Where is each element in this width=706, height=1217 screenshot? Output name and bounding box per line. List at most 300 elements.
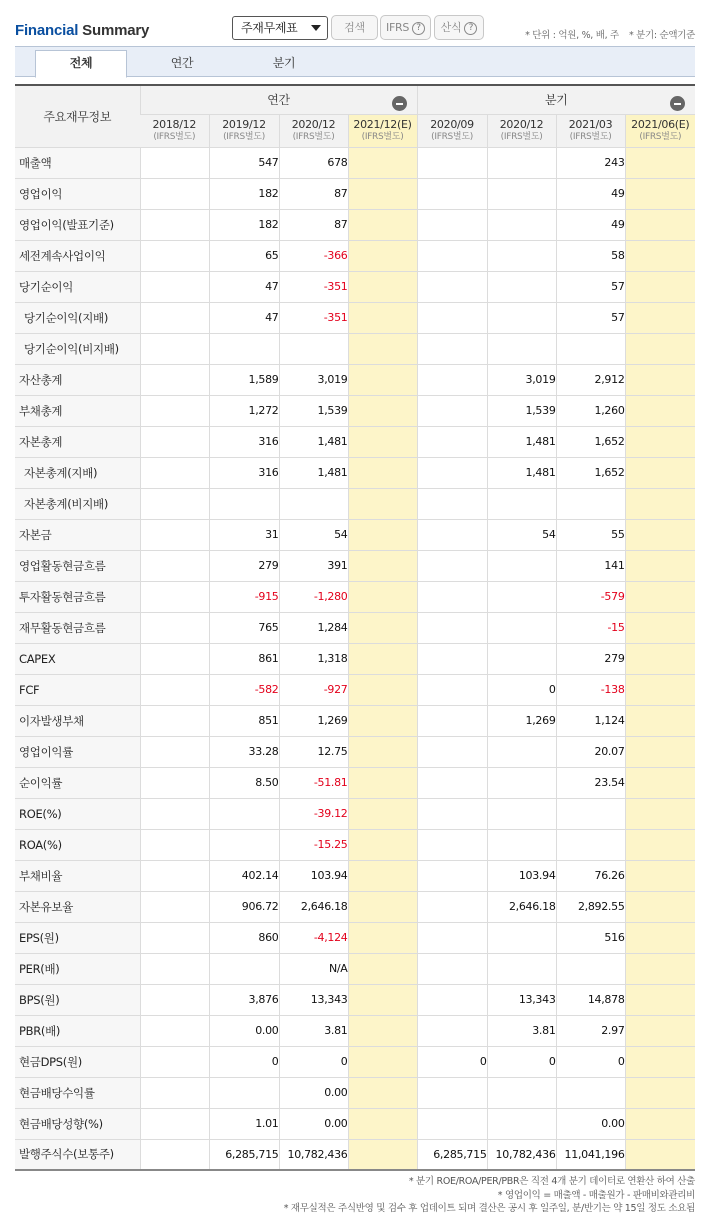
table-cell: 57	[556, 302, 625, 333]
table-cell	[625, 426, 695, 457]
table-cell	[625, 395, 695, 426]
period-basis: (IFRS별도)	[639, 131, 682, 142]
row-label: 자본총계(비지배)	[15, 488, 140, 519]
table-row	[15, 1015, 695, 1046]
table-cell	[625, 829, 695, 860]
table-cell: 20.07	[556, 736, 625, 767]
table-cell: 1,481	[487, 426, 556, 457]
footnote: * 분기 ROE/ROA/PER/PBR은 직전 4개 분기 데이터로 연환산 하여 산출	[408, 1176, 695, 1187]
table-cell	[140, 767, 209, 798]
table-cell	[348, 271, 417, 302]
table-cell: -582	[209, 674, 279, 705]
table-cell: 11,041,196	[556, 1139, 625, 1170]
period-header	[487, 114, 556, 147]
footnote: * 영업이익 = 매출액 - 매출원가 - 판매비와관리비	[497, 1189, 695, 1201]
table-cell: 0	[417, 1046, 487, 1077]
table-cell	[140, 984, 209, 1015]
table-cell: 2,912	[556, 364, 625, 395]
table-cell	[209, 798, 279, 829]
label-column-header: 주요재무정보	[15, 85, 140, 147]
table-cell	[556, 829, 625, 860]
table-row	[15, 1046, 695, 1077]
table-cell	[348, 643, 417, 674]
table-cell: 3.81	[487, 1015, 556, 1046]
table-row	[15, 705, 695, 736]
table-row	[15, 488, 695, 519]
table-cell: 0.00	[209, 1015, 279, 1046]
table-cell: -915	[209, 581, 279, 612]
table-cell: -927	[279, 674, 348, 705]
table-row	[15, 271, 695, 302]
table-cell	[140, 426, 209, 457]
table-cell	[140, 829, 209, 860]
table-cell	[417, 271, 487, 302]
table-cell: 1,284	[279, 612, 348, 643]
table-cell: 3,019	[279, 364, 348, 395]
table-cell	[209, 953, 279, 984]
table-cell	[625, 147, 695, 178]
row-label: BPS(원)	[15, 984, 140, 1015]
table-cell: 765	[209, 612, 279, 643]
period-header	[556, 114, 625, 147]
table-cell	[140, 612, 209, 643]
table-cell: 860	[209, 922, 279, 953]
row-label: 영업이익	[15, 178, 140, 209]
table-cell: -351	[279, 302, 348, 333]
table-cell	[348, 519, 417, 550]
collapse-icon[interactable]	[670, 96, 685, 111]
table-cell: -39.12	[279, 798, 348, 829]
table-cell: 33.28	[209, 736, 279, 767]
table-cell	[140, 1077, 209, 1108]
period-header	[209, 114, 279, 147]
table-cell: 547	[209, 147, 279, 178]
table-cell: 1,539	[487, 395, 556, 426]
period-label: 2018/12	[152, 117, 197, 131]
table-cell	[348, 798, 417, 829]
table-cell: 57	[556, 271, 625, 302]
table-cell	[417, 829, 487, 860]
collapse-icon[interactable]	[392, 96, 407, 111]
table-cell: 47	[209, 271, 279, 302]
table-cell	[417, 333, 487, 364]
table-cell: 1,652	[556, 426, 625, 457]
table-cell	[625, 550, 695, 581]
table-cell: 47	[209, 302, 279, 333]
table-row	[15, 922, 695, 953]
table-cell	[417, 1077, 487, 1108]
page-title: Financial Summary	[15, 22, 150, 39]
table-cell	[140, 674, 209, 705]
table-cell	[556, 953, 625, 984]
table-cell	[556, 798, 625, 829]
table-cell: 0	[279, 1046, 348, 1077]
row-label: 당기순이익	[15, 271, 140, 302]
table-cell	[487, 922, 556, 953]
period-header	[625, 114, 695, 147]
table-row	[15, 643, 695, 674]
row-label: EPS(원)	[15, 922, 140, 953]
table-cell	[625, 364, 695, 395]
table-cell: 31	[209, 519, 279, 550]
table-cell	[417, 1015, 487, 1046]
table-cell	[556, 488, 625, 519]
table-cell: 279	[209, 550, 279, 581]
table-cell: 13,343	[279, 984, 348, 1015]
tab-quarter[interactable]: 분기	[272, 56, 296, 70]
table-cell	[140, 860, 209, 891]
table-cell	[140, 1139, 209, 1170]
table-cell	[487, 178, 556, 209]
footnotes	[284, 1175, 695, 1216]
table-cell: 3.81	[279, 1015, 348, 1046]
table-cell	[140, 891, 209, 922]
table-cell	[348, 302, 417, 333]
row-label: ROA(%)	[15, 829, 140, 860]
table-cell: 8.50	[209, 767, 279, 798]
row-label: 자산총계	[15, 364, 140, 395]
table-cell: 2,646.18	[487, 891, 556, 922]
table-cell	[625, 581, 695, 612]
table-row	[15, 426, 695, 457]
table-cell	[487, 829, 556, 860]
row-label: 자본총계(지배)	[15, 457, 140, 488]
table-cell	[625, 798, 695, 829]
search-button[interactable]: 검색	[331, 15, 378, 40]
table-cell	[625, 1077, 695, 1108]
period-basis: (IFRS별도)	[569, 131, 612, 142]
table-cell	[625, 984, 695, 1015]
table-row	[15, 798, 695, 829]
table-row	[15, 674, 695, 705]
row-label: 부채총계	[15, 395, 140, 426]
period-header	[417, 114, 487, 147]
table-row	[15, 240, 695, 271]
question-icon: ?	[412, 22, 425, 35]
row-label: 영업이익률	[15, 736, 140, 767]
table-row	[15, 519, 695, 550]
period-basis: (IFRS별도)	[431, 131, 473, 142]
table-cell	[140, 302, 209, 333]
table-cell: 1,124	[556, 705, 625, 736]
table-row	[15, 550, 695, 581]
table-row	[15, 302, 695, 333]
row-label: 자본유보율	[15, 891, 140, 922]
table-cell: 3,019	[487, 364, 556, 395]
table-cell	[487, 147, 556, 178]
table-cell: 103.94	[279, 860, 348, 891]
table-cell: 87	[279, 178, 348, 209]
period-tabs	[15, 46, 695, 77]
unit-note: * 단위 : 억원, %, 배, 주 * 분기: 순액기준	[525, 30, 695, 41]
statement-type-select[interactable]: 주재무제표	[232, 16, 328, 40]
table-cell	[625, 1015, 695, 1046]
row-label: 당기순이익(지배)	[15, 302, 140, 333]
table-cell: 10,782,436	[487, 1139, 556, 1170]
table-cell: 316	[209, 457, 279, 488]
table-cell	[140, 147, 209, 178]
table-cell	[348, 829, 417, 860]
table-row	[15, 581, 695, 612]
table-cell	[417, 736, 487, 767]
table-cell	[417, 209, 487, 240]
table-cell	[348, 147, 417, 178]
table-cell	[348, 1015, 417, 1046]
table-cell	[348, 767, 417, 798]
table-cell: 243	[556, 147, 625, 178]
table-cell: 12.75	[279, 736, 348, 767]
table-row	[15, 333, 695, 364]
table-cell: 851	[209, 705, 279, 736]
period-label: 2019/12	[222, 117, 266, 131]
table-cell	[625, 953, 695, 984]
table-cell	[140, 953, 209, 984]
table-cell	[487, 736, 556, 767]
period-basis: (IFRS별도)	[153, 131, 196, 142]
table-cell: 1,481	[279, 426, 348, 457]
table-cell	[487, 767, 556, 798]
table-cell	[487, 209, 556, 240]
table-cell	[417, 488, 487, 519]
row-label: 자본금	[15, 519, 140, 550]
table-cell	[348, 426, 417, 457]
table-cell	[625, 736, 695, 767]
table-cell: 141	[556, 550, 625, 581]
table-cell: 76.26	[556, 860, 625, 891]
row-label: CAPEX	[15, 643, 140, 674]
table-cell: 58	[556, 240, 625, 271]
table-cell	[417, 178, 487, 209]
table-cell: 1,481	[279, 457, 348, 488]
table-cell: 678	[279, 147, 348, 178]
annual-group-header: 연간	[140, 85, 417, 114]
period-label: 2020/12	[291, 117, 336, 131]
table-cell: 103.94	[487, 860, 556, 891]
table-cell	[556, 333, 625, 364]
table-row	[15, 178, 695, 209]
table-cell	[140, 1046, 209, 1077]
table-cell	[140, 364, 209, 395]
row-label: FCF	[15, 674, 140, 705]
table-cell	[140, 798, 209, 829]
table-row	[15, 736, 695, 767]
table-cell: 1,272	[209, 395, 279, 426]
row-label: 세전계속사업이익	[15, 240, 140, 271]
table-cell: 1,269	[487, 705, 556, 736]
table-cell	[417, 395, 487, 426]
table-cell: 1,539	[279, 395, 348, 426]
table-cell	[209, 488, 279, 519]
table-cell: 13,343	[487, 984, 556, 1015]
table-cell	[487, 302, 556, 333]
period-label: 2021/12(E)	[353, 117, 412, 131]
table-cell: 402.14	[209, 860, 279, 891]
table-cell	[279, 333, 348, 364]
tab-all[interactable]: 전체	[35, 50, 127, 78]
table-cell	[140, 395, 209, 426]
table-cell	[348, 550, 417, 581]
table-cell	[348, 364, 417, 395]
table-cell: -138	[556, 674, 625, 705]
table-cell	[625, 1108, 695, 1139]
row-label: 당기순이익(비지배)	[15, 333, 140, 364]
period-basis: (IFRS별도)	[223, 131, 265, 142]
table-cell: 2,892.55	[556, 891, 625, 922]
ifrs-help-button[interactable]: IFRS ?	[380, 15, 431, 40]
table-cell	[556, 1077, 625, 1108]
table-cell: N/A	[279, 953, 348, 984]
table-cell	[209, 829, 279, 860]
table-cell	[348, 705, 417, 736]
table-cell	[348, 612, 417, 643]
row-label: 영업이익(발표기준)	[15, 209, 140, 240]
table-cell	[140, 705, 209, 736]
table-cell	[209, 333, 279, 364]
row-label: 현금배당성향(%)	[15, 1108, 140, 1139]
table-cell	[417, 612, 487, 643]
table-cell	[140, 643, 209, 674]
tab-annual[interactable]: 연간	[170, 56, 194, 70]
table-cell	[348, 674, 417, 705]
table-cell: 279	[556, 643, 625, 674]
table-cell	[140, 333, 209, 364]
table-cell	[487, 333, 556, 364]
footnote: * 재무실적은 주식반영 및 검수 후 업데이트 되며 결산은 공시 후 일주일, 분/반기는 약 15일 정도 소요됨	[283, 1203, 695, 1214]
table-cell	[417, 1108, 487, 1139]
table-cell	[417, 922, 487, 953]
table-cell	[625, 891, 695, 922]
table-row	[15, 1139, 695, 1170]
table-cell	[625, 333, 695, 364]
table-cell	[625, 519, 695, 550]
table-cell	[417, 643, 487, 674]
table-cell: 391	[279, 550, 348, 581]
table-cell: 6,285,715	[417, 1139, 487, 1170]
table-row	[15, 364, 695, 395]
table-cell: 87	[279, 209, 348, 240]
table-row	[15, 612, 695, 643]
row-label: 영업활동현금흐름	[15, 550, 140, 581]
row-label: ROE(%)	[15, 798, 140, 829]
table-cell: 1,589	[209, 364, 279, 395]
table-cell	[417, 581, 487, 612]
table-cell: 906.72	[209, 891, 279, 922]
table-cell: 1,260	[556, 395, 625, 426]
table-cell	[417, 860, 487, 891]
table-cell: 0	[487, 674, 556, 705]
table-cell: 182	[209, 209, 279, 240]
table-cell	[348, 240, 417, 271]
table-cell	[140, 178, 209, 209]
table-cell	[625, 302, 695, 333]
table-cell: -579	[556, 581, 625, 612]
quarter-group-header: 분기	[417, 85, 695, 114]
row-label: 이자발생부채	[15, 705, 140, 736]
row-label: 발행주식수(보통주)	[15, 1139, 140, 1170]
table-cell	[279, 488, 348, 519]
table-cell: 14,878	[556, 984, 625, 1015]
row-label: 매출액	[15, 147, 140, 178]
table-row	[15, 395, 695, 426]
table-cell	[348, 395, 417, 426]
table-cell	[348, 488, 417, 519]
table-cell	[140, 488, 209, 519]
table-cell	[348, 1108, 417, 1139]
row-label: 부채비율	[15, 860, 140, 891]
table-cell	[140, 271, 209, 302]
table-cell	[348, 1077, 417, 1108]
table-cell	[348, 860, 417, 891]
table-cell: 3,876	[209, 984, 279, 1015]
table-cell: 55	[556, 519, 625, 550]
table-cell	[348, 984, 417, 1015]
table-cell	[348, 891, 417, 922]
table-cell: -15	[556, 612, 625, 643]
table-cell	[348, 922, 417, 953]
row-label: 현금배당수익률	[15, 1077, 140, 1108]
table-row	[15, 457, 695, 488]
table-cell	[417, 674, 487, 705]
table-cell	[140, 1108, 209, 1139]
table-cell	[140, 581, 209, 612]
table-cell	[625, 271, 695, 302]
table-cell	[348, 1046, 417, 1077]
table-cell	[417, 550, 487, 581]
table-cell	[487, 612, 556, 643]
table-cell	[625, 674, 695, 705]
table-cell	[140, 240, 209, 271]
table-cell: 54	[487, 519, 556, 550]
period-header	[140, 114, 209, 147]
table-cell	[417, 302, 487, 333]
table-cell: 0.00	[279, 1077, 348, 1108]
table-cell	[487, 1108, 556, 1139]
table-cell: 23.54	[556, 767, 625, 798]
table-cell	[417, 891, 487, 922]
table-cell	[625, 240, 695, 271]
table-cell: 316	[209, 426, 279, 457]
table-cell	[209, 1077, 279, 1108]
table-cell	[625, 922, 695, 953]
chevron-down-icon	[311, 25, 321, 31]
table-cell	[417, 953, 487, 984]
table-cell	[348, 581, 417, 612]
period-label: 2021/03	[568, 117, 613, 131]
table-cell	[625, 1139, 695, 1170]
table-row	[15, 891, 695, 922]
table-cell: 49	[556, 178, 625, 209]
table-cell	[487, 953, 556, 984]
table-row	[15, 1108, 695, 1139]
toolbar	[0, 0, 706, 46]
row-label: 현금DPS(원)	[15, 1046, 140, 1077]
table-cell	[348, 209, 417, 240]
table-cell: 1,269	[279, 705, 348, 736]
formula-help-button[interactable]: 산식 ?	[434, 15, 484, 40]
table-row	[15, 1077, 695, 1108]
table-cell: 2,646.18	[279, 891, 348, 922]
period-header	[279, 114, 348, 147]
table-cell	[140, 922, 209, 953]
table-row	[15, 147, 695, 178]
table-cell	[625, 457, 695, 488]
table-cell	[487, 643, 556, 674]
table-cell	[348, 457, 417, 488]
table-cell: 0.00	[556, 1108, 625, 1139]
table-cell	[625, 705, 695, 736]
table-cell	[140, 209, 209, 240]
row-label: 순이익률	[15, 767, 140, 798]
